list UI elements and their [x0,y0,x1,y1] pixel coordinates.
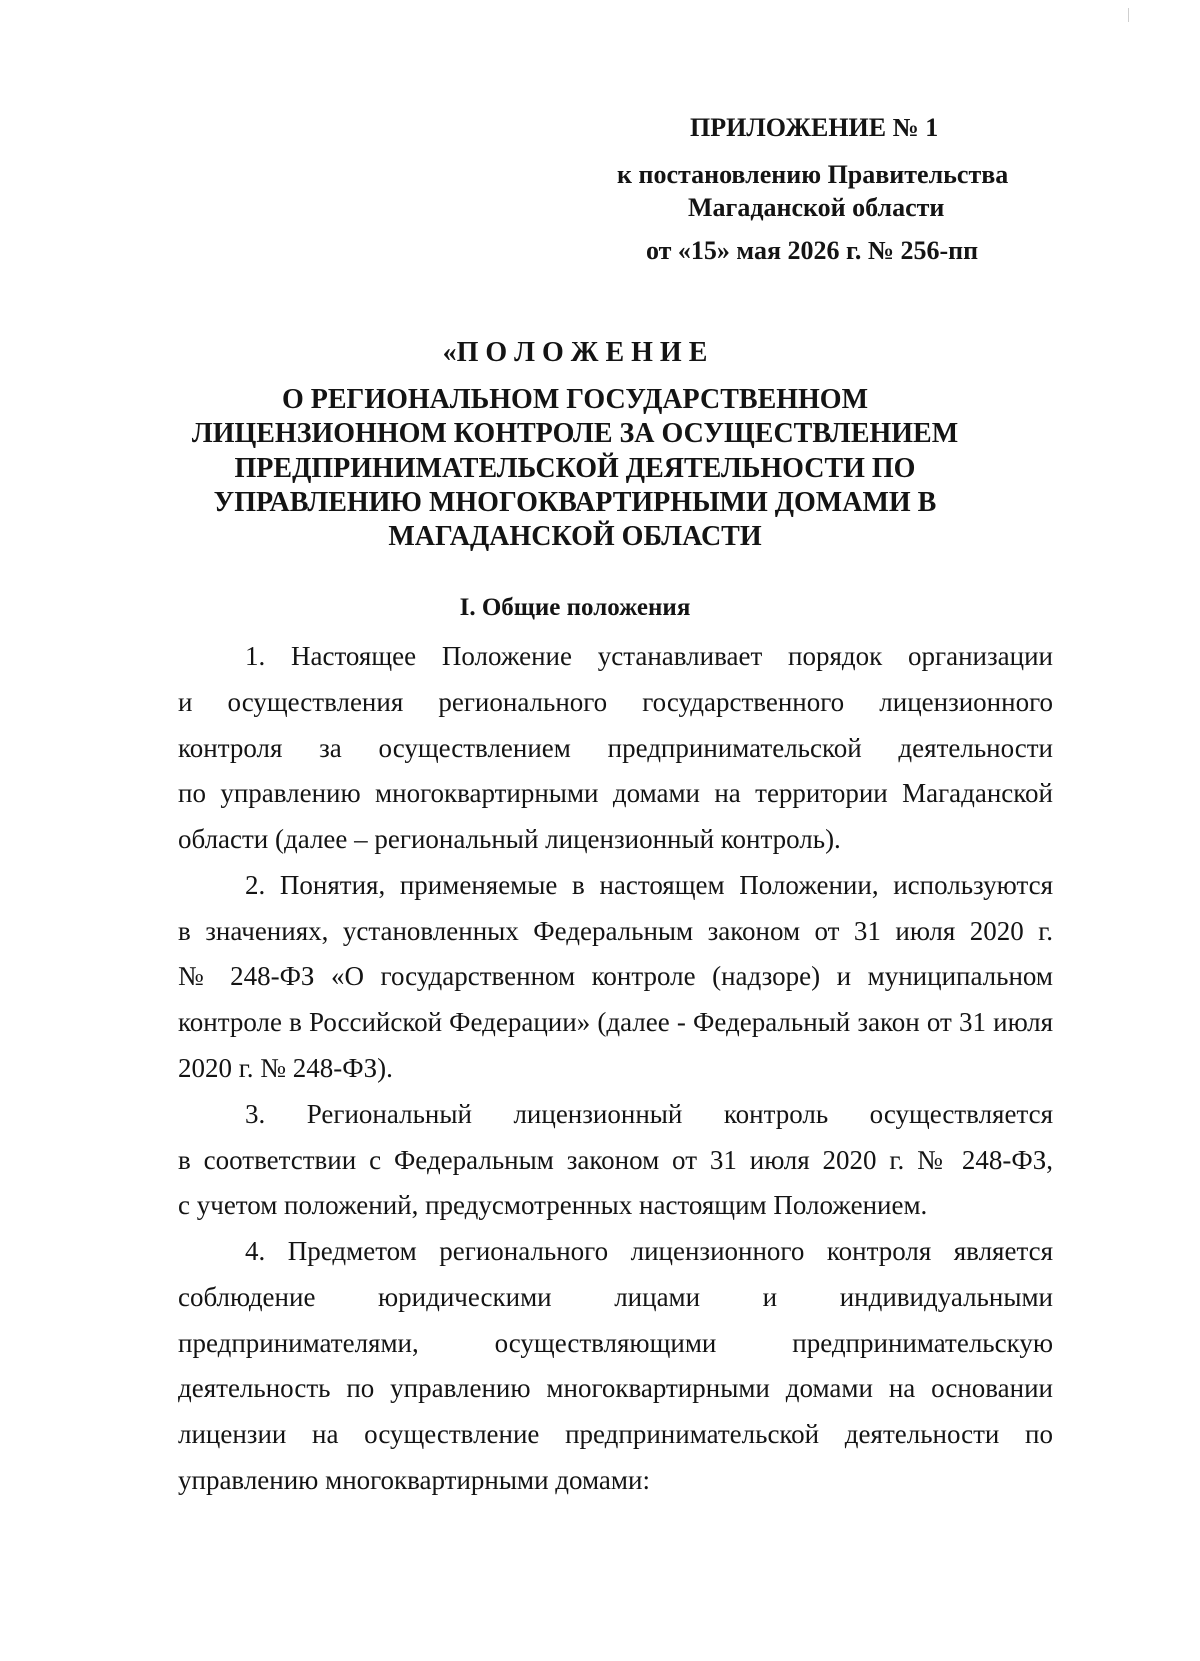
paragraph-line: 2. Понятия, применяемые в настоящем Положении, используются [245,870,1053,900]
paragraph-line: соблюдение юридическими лицами и индивидуальными [178,1282,1053,1312]
decree-reference-line2: Магаданской области [688,193,945,222]
paragraph-line: и осуществления регионального государственного лицензионного [178,687,1053,717]
decree-date-number: от «15» мая 2026 г. № 256-пп [646,236,979,265]
paragraph-line: с учетом положений, предусмотренных настоящим Положением. [178,1190,928,1220]
paragraph-line: 2020 г. № 248-ФЗ). [178,1053,393,1083]
appendix-title: ПРИЛОЖЕНИЕ № 1 [690,113,939,142]
paragraph-line: 4. Предметом регионального лицензионного контроля является [245,1236,1053,1266]
document-title-heading: «П О Л О Ж Е Н И Е [442,337,708,368]
decree-reference-line1: к постановлению Правительства [617,160,1009,189]
paragraph-line: деятельность по управлению многоквартирными домами на основании [178,1373,1053,1403]
paragraph-line: по управлению многоквартирными домами на территории Магаданской [178,778,1053,808]
paragraph-line: в соответствии с Федеральным законом от 31 июля 2020 г. № 248-ФЗ, [178,1145,1053,1175]
paragraph-line: контроля за осуществлением предпринимательской деятельности [178,733,1053,763]
paragraph-line: предпринимателями, осуществляющими предпринимательскую [178,1328,1053,1358]
section-heading: I. Общие положения [459,594,691,621]
paragraph-line: области (далее – региональный лицензионный контроль). [178,824,841,854]
scan-mark [1128,8,1129,22]
document-title-line: УПРАВЛЕНИЮ МНОГОКВАРТИРНЫМИ ДОМАМИ В [213,487,937,518]
document-title-line: МАГАДАНСКОЙ ОБЛАСТИ [388,521,762,552]
paragraph-line: лицензии на осуществление предпринимательской деятельности по [178,1419,1053,1449]
paragraph-line: 1. Настоящее Положение устанавливает порядок организации [245,641,1053,671]
paragraph-line: контроле в Российской Федерации» (далее - Федеральный закон от 31 июля [178,1007,1053,1037]
paragraph-line: управлению многоквартирными домами: [178,1465,650,1495]
paragraph-line: в значениях, установленных Федеральным законом от 31 июля 2020 г. [178,916,1053,946]
document-title-line: ЛИЦЕНЗИОННОМ КОНТРОЛЕ ЗА ОСУЩЕСТВЛЕНИЕМ [191,418,959,449]
document-title-line: ПРЕДПРИНИМАТЕЛЬСКОЙ ДЕЯТЕЛЬНОСТИ ПО [234,453,916,484]
paragraph-line: № 248-ФЗ «О государственном контроле (надзоре) и муниципальном [178,961,1053,991]
document-title-line: О РЕГИОНАЛЬНОМ ГОСУДАРСТВЕННОМ [281,384,869,415]
paragraph-line: 3. Региональный лицензионный контроль осуществляется [245,1099,1053,1129]
